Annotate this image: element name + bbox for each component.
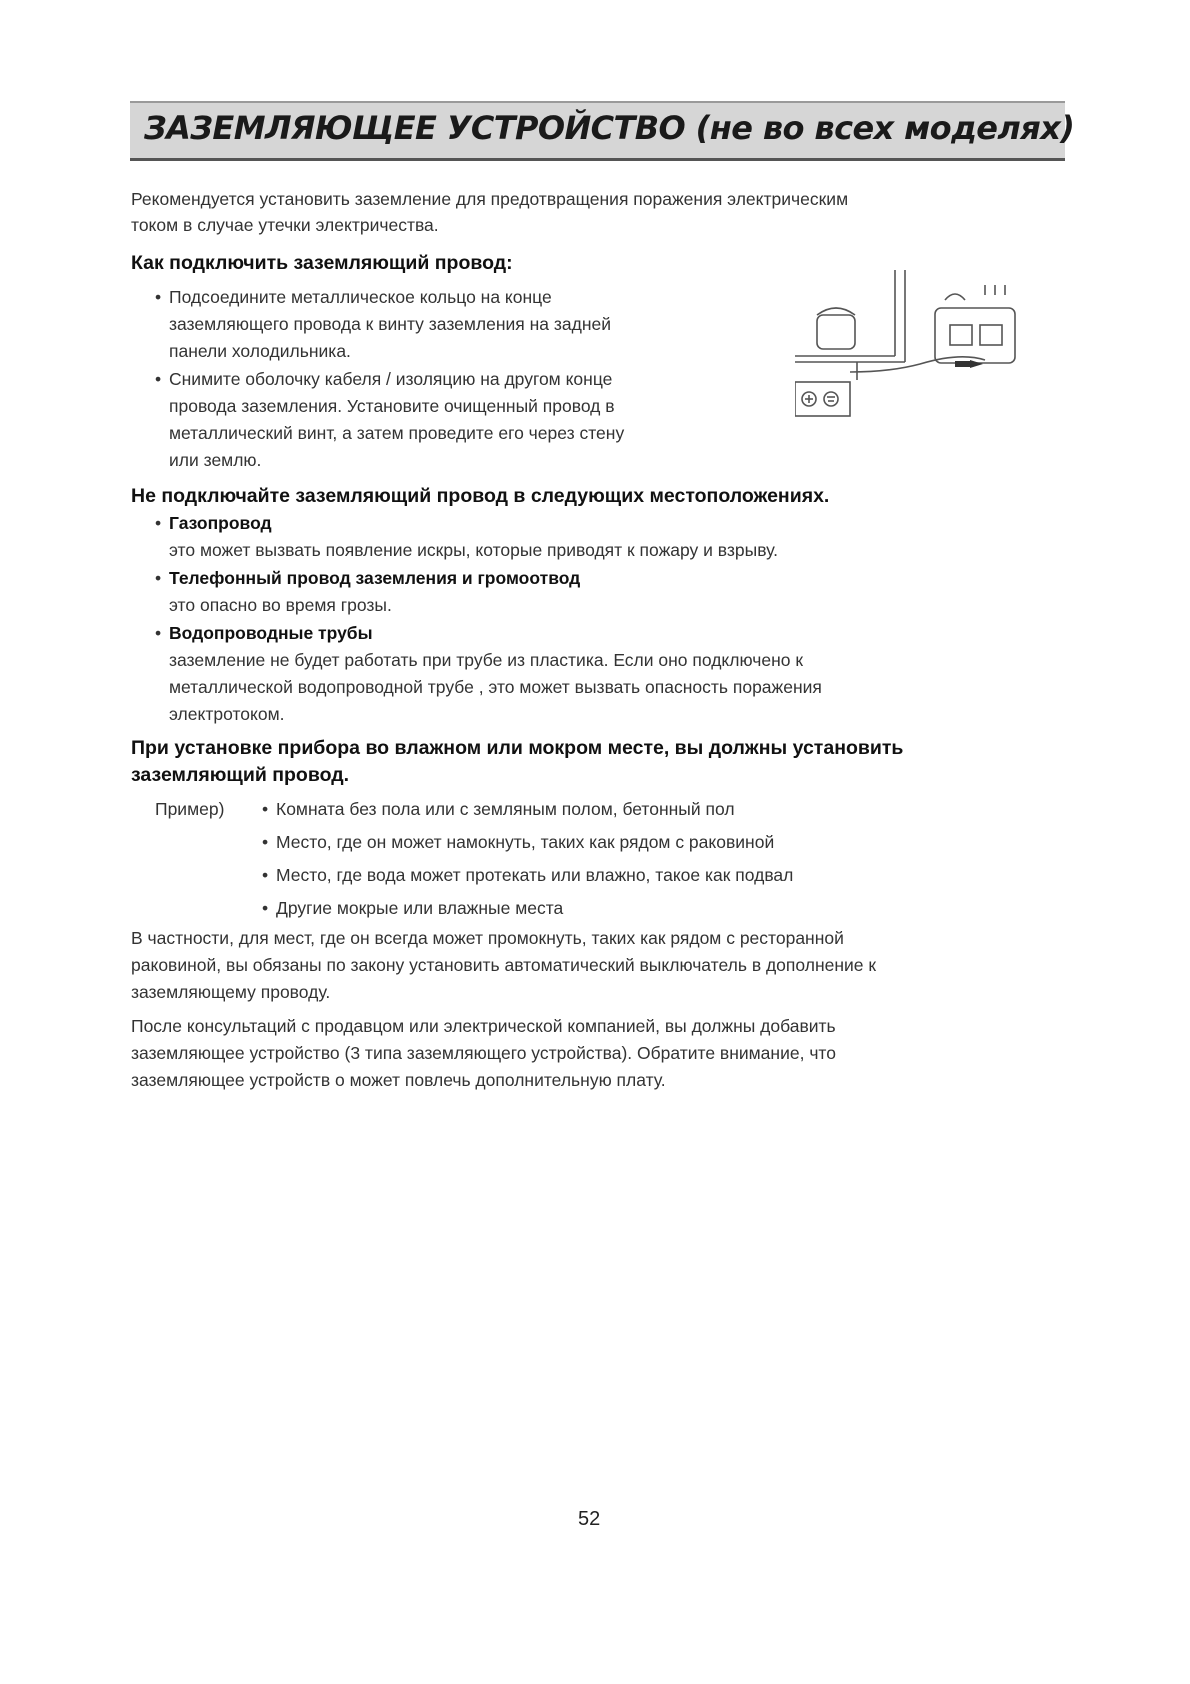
do-not-item-2-line-1: это опасно во время грозы. [169, 595, 392, 615]
para-2-line-2: заземляющее устройство (3 типа заземляющего устройства). Обратите внимание, что [131, 1043, 836, 1063]
do-not-item-3-title: • Водопроводные трубы [155, 620, 373, 647]
section-title-bar [130, 101, 1075, 161]
do-not-item-3-line-1: заземление не будет работать при трубе из пластика. Если оно подключено к [169, 650, 803, 670]
how-to-item-2-line-2: провода заземления. Установите очищенный провод в [169, 396, 615, 416]
page-number: 52 [578, 1508, 601, 1530]
example-item-3: • Место, где вода может протекать или влажно, такое как подвал [262, 862, 793, 889]
how-to-item-1-line-1: • Подсоедините металлическое кольцо на конце [155, 284, 552, 311]
bullet: • [155, 369, 162, 389]
para-1-line-2: раковиной, вы обязаны по закону установить автоматический выключатель в дополнение к [131, 955, 877, 975]
intro-line-2: током в случае утечки электричества. [131, 215, 439, 235]
example-item-4: • Другие мокрые или влажные места [262, 895, 563, 922]
wet-heading-line-1: При установке прибора во влажном или мокром месте, вы должны установить [131, 737, 904, 759]
bullet: • [262, 799, 269, 819]
how-to-item-1-line-3: панели холодильника. [169, 341, 351, 361]
how-to-heading: Как подключить заземляющий провод: [131, 252, 513, 274]
do-not-item-3-line-2: металлической водопроводной трубе , это может вызвать опасность поражения [169, 677, 822, 697]
bullet: • [262, 865, 269, 885]
section-title: ЗАЗЕМЛЯЮЩЕЕ УСТРОЙСТВО (не во всех моделях) [144, 109, 1075, 147]
para-1-line-1: В частности, для мест, где он всегда может промокнуть, таких как рядом с ресторанной [131, 928, 844, 948]
how-to-item-2-line-4: или землю. [169, 450, 262, 470]
how-to-item-2-line-3: металлический винт, а затем проведите его через стену [169, 423, 625, 443]
do-not-item-2-title: • Телефонный провод заземления и громоотвод [155, 565, 580, 592]
how-to-item-2-line-1: • Снимите оболочку кабеля / изоляцию на другом конце [155, 366, 612, 393]
do-not-item-1-title: • Газопровод [155, 510, 272, 537]
do-not-heading: Не подключайте заземляющий провод в следующих местоположениях. [131, 485, 830, 507]
how-to-item-1-line-2: заземляющего провода к винту заземления на задней [169, 314, 612, 334]
para-1-line-3: заземляющему проводу. [131, 982, 331, 1002]
do-not-item-1-line-1: это может вызвать появление искры, которые приводят к пожару и взрыву. [169, 540, 778, 560]
bullet: • [155, 513, 162, 533]
bullet: • [155, 568, 162, 588]
para-2-line-1: После консультаций с продавцом или электрической компанией, вы должны добавить [131, 1016, 836, 1036]
para-2-line-3: заземляющее устройств о может повлечь дополнительную плату. [131, 1070, 666, 1090]
example-item-2: • Место, где он может намокнуть, таких как рядом с раковиной [262, 829, 774, 856]
intro-line-1: Рекомендуется установить заземление для предотвращения поражения электрическим [131, 189, 849, 209]
example-item-1: • Комната без пола или с земляным полом, бетонный пол [262, 796, 735, 823]
bullet: • [155, 287, 162, 307]
grounding-diagram-illustration [795, 270, 1065, 430]
bullet: • [262, 898, 269, 918]
wet-heading-line-2: заземляющий провод. [131, 764, 350, 786]
example-label: Пример) [155, 799, 225, 819]
bullet: • [155, 623, 162, 643]
do-not-item-3-line-3: электротоком. [169, 704, 285, 724]
bullet: • [262, 832, 269, 852]
